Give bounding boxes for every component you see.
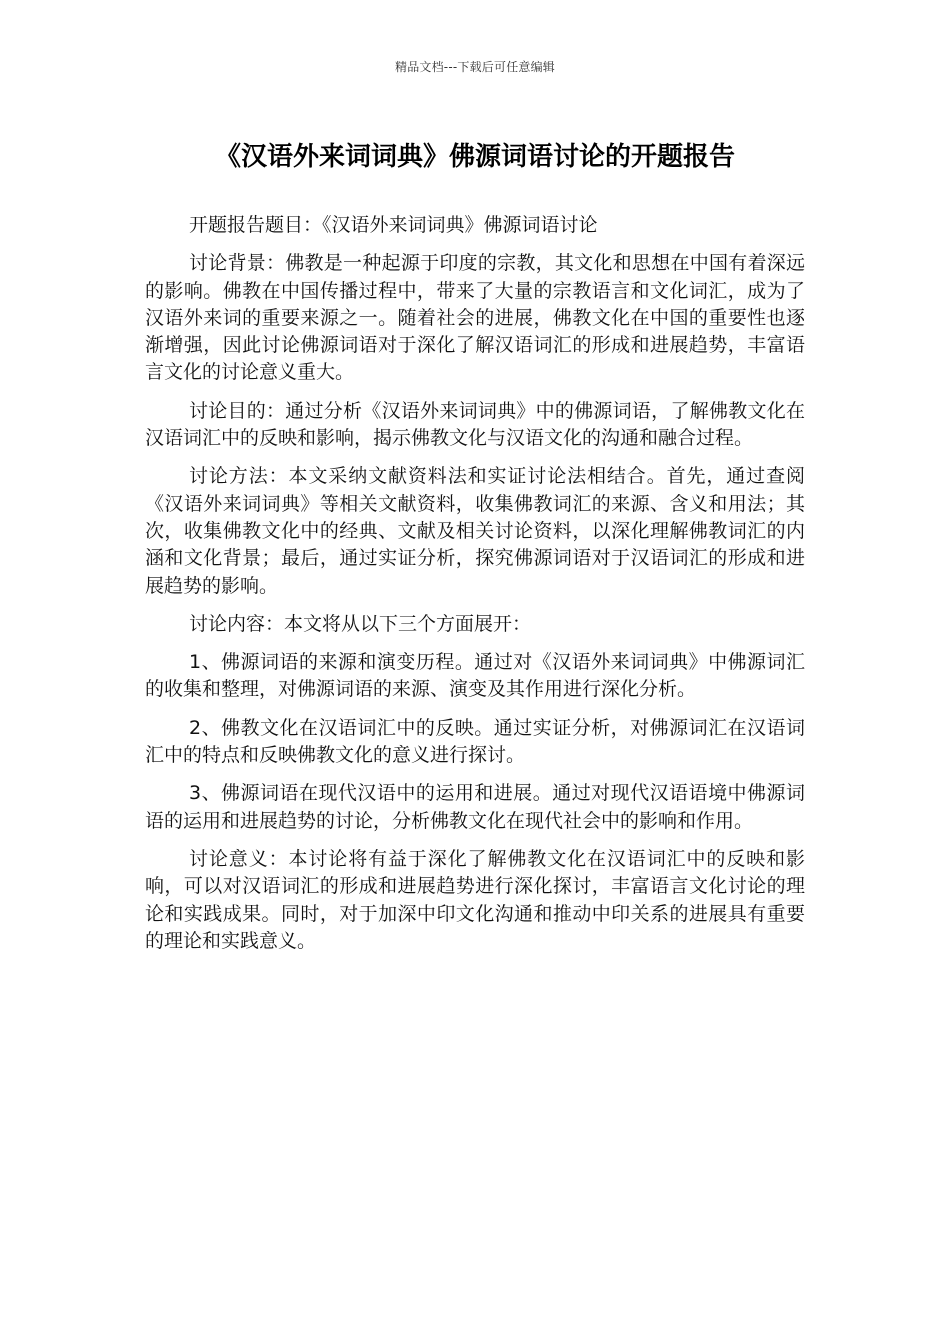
- header-watermark: 精品文档---下载后可任意编辑: [395, 60, 555, 74]
- paragraph-content-item-1: 1、佛源词语的来源和演变历程。通过对《汉语外来词词典》中佛源词汇的收集和整理，对佛源词语的来源、演变及其作用进行深化分析。: [145, 651, 805, 701]
- paragraph-topic: 开题报告题目：《汉语外来词词典》佛源词语讨论: [189, 214, 598, 236]
- paragraph-significance: 讨论意义：本讨论将有益于深化了解佛教文化在汉语词汇中的反映和影响，可以对汉语词汇的形成和进展趋势进行深化探讨，丰富语言文化讨论的理论和实践成果。同时，对于加深中印文化沟通和推动中印关系的进展具有重要的理论和实践意义。: [145, 847, 805, 952]
- paragraph-background: 讨论背景：佛教是一种起源于印度的宗教，其文化和思想在中国有着深远的影响。佛教在中国传播过程中，带来了大量的宗教语言和文化词汇，成为了汉语外来词的重要来源之一。随着社会的进展，佛教文化在中国的重要性也逐渐增强，因此讨论佛源词语对于深化了解汉语词汇的形成和进展趋势，丰富语言文化的讨论意义重大。: [145, 252, 805, 384]
- paragraph-content-intro: 讨论内容：本文将从以下三个方面展开：: [189, 612, 532, 635]
- paragraph-method: 讨论方法：本文采纳文献资料法和实证讨论法相结合。首先，通过查阅《汉语外来词词典》等相关文献资料，收集佛教词汇的来源、含义和用法；其次，收集佛教文化中的经典、文献及相关讨论资料，以深化理解佛教词汇的内涵和文化背景；最后，通过实证分析，探究佛源词语对于汉语词汇的形成和进展趋势的影响。: [145, 465, 805, 597]
- document-title: 《汉语外来词词典》佛源词语讨论的开题报告: [214, 142, 735, 172]
- paragraph-content-item-3: 3、佛源词语在现代汉语中的运用和进展。通过对现代汉语语境中佛源词语的运用和进展趋势的讨论，分析佛教文化在现代社会中的影响和作用。: [145, 782, 805, 832]
- document-body: [145, 212, 805, 966]
- paragraph-purpose: 讨论目的：通过分析《汉语外来词词典》中的佛源词语，了解佛教文化在汉语词汇中的反映和影响，揭示佛教文化与汉语文化的沟通和融合过程。: [145, 399, 805, 450]
- paragraph-content-item-2: 2、佛教文化在汉语词汇中的反映。通过实证分析，对佛源词汇在汉语词汇中的特点和反映佛教文化的意义进行探讨。: [145, 716, 805, 767]
